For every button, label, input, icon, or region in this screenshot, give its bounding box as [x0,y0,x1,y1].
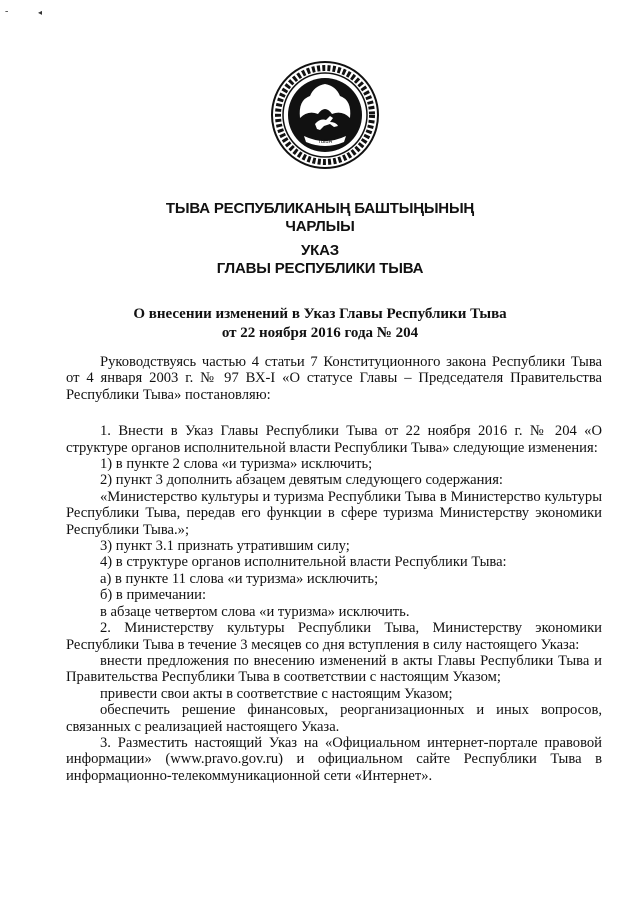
paragraph-subitem-4a: а) в пункте 11 слова «и туризма» исключить; [100,570,379,587]
paragraph-subitem-1: 1) в пункте 2 слова «и туризма» исключить; [100,456,373,473]
paragraph-subitem-4b-text: в абзаце четвертом слова «и туризма» исключить. [100,603,410,620]
header-line-glava: ГЛАВЫ РЕСПУБЛИКИ ТЫВА [216,260,424,277]
paragraph-item-2-a: внести предложения по внесению изменений в акты Главы Республики Тыва и Правительства Республики Тыва в соответствии с настоящим Указом; [66,652,602,686]
emblem-ribbon-text: ТЫВА [317,139,333,145]
header-line-tuvan-1: ТЫВА РЕСПУБЛИКАНЫҢ БАШТЫҢЫНЫҢ [165,200,475,217]
paragraph-preamble: Руководствуясь частью 4 статьи 7 Конституционного закона Республики Тыва от 4 января 2003 г. № 97 ВХ-I «О статусе Главы – Председателя Правительства Республики Тыва» постановляю: [66,354,602,403]
paragraph-subitem-4b: б) в примечании: [100,587,207,604]
margin-mark-arrow: ◂ [38,8,43,17]
paragraph-subitem-3: 3) пункт 3.1 признать утратившим силу; [100,538,350,555]
paragraph-subitem-4: 4) в структуре органов исполнительной власти Республики Тыва: [100,554,507,571]
paragraph-item-2-b: привести свои акты в соответствие с настоящим Указом; [100,685,453,702]
paragraph-item-1: 1. Внести в Указ Главы Республики Тыва от 22 ноября 2016 г. № 204 «О структуре органов исполнительной власти Республики Тыва» следующие изменения: [66,423,602,456]
header-line-ukaz: УКАЗ [301,242,339,259]
paragraph-item-2-c: обеспечить решение финансовых, реорганизационных и иных вопросов, связанных с реализацией настоящего Указа. [66,702,602,735]
margin-mark-dash: - [5,6,9,17]
paragraph-item-3: 3. Разместить настоящий Указ на «Официальном интернет-портале правовой информации» (www.pravo.gov.ru) и официальном сайте Республики Тыва в информационно-телекоммуникационной сети «Интернет». [66,734,602,784]
paragraph-quote: «Министерство культуры и туризма Республики Тыва в Министерство культуры Республики Тыва, передав его функции в сфере туризма Министерству экономики Республики Тыва.»; [66,488,602,538]
decree-body [66,354,602,784]
decree-title-line-1: О внесении изменений в Указ Главы Республики Тыва [133,306,507,322]
decree-title-line-2: от 22 ноября 2016 года № 204 [221,325,419,341]
coat-of-arms-emblem [270,60,380,170]
paragraph-subitem-2: 2) пункт 3 дополнить абзацем девятым следующего содержания: [100,472,503,489]
header-line-tuvan-2: ЧАРЛЫЫ [285,218,355,235]
paragraph-item-2: 2. Министерству культуры Республики Тыва, Министерству экономики Республики Тыва в течение 3 месяцев со дня вступления в силу настоящего Указа: [66,620,602,653]
